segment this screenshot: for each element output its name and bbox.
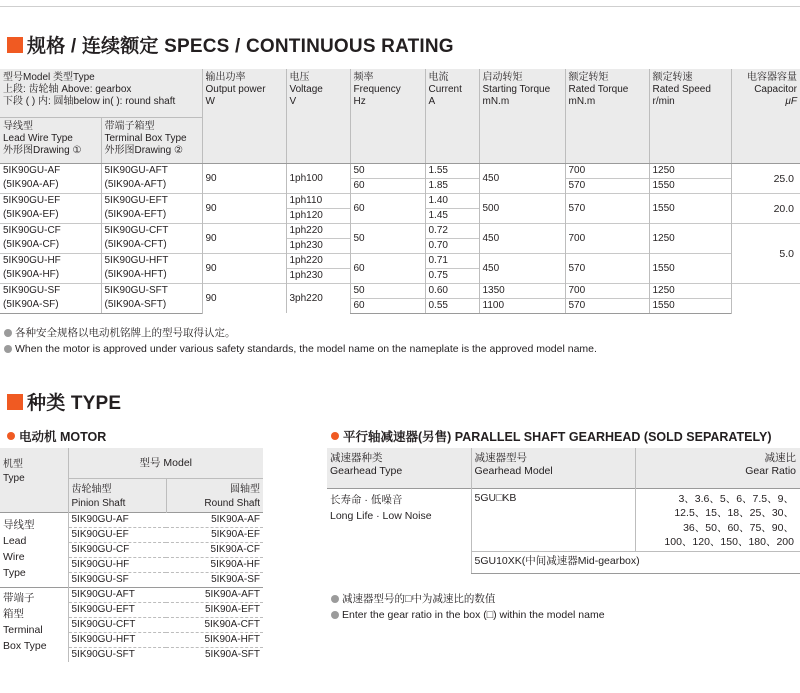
specs-table xyxy=(0,69,800,314)
table-row: 导线型 Lead Wire Type 5IK90GU-AF 5IK90A-AF xyxy=(0,512,263,527)
table-row: 5IK90GU-HF 5IK90GU-HFT 90 1ph220 60 0.71 450 570 1550 xyxy=(0,253,800,268)
table-row: (5IK90A-CF) (5IK90A-CFT) 1ph230 0.70 xyxy=(0,238,800,253)
specs-note-en: When the motor is approved under various safety standards, the model name on the nameplate is the approved model name. xyxy=(4,343,597,355)
rated-speed-header: 额定转速 Rated Speed r/min xyxy=(649,69,731,163)
mid-gearbox-cell: 5GU10XK(中间减速器Mid-gearbox) xyxy=(471,551,800,573)
type-section-title: 种类 TYPE xyxy=(7,388,121,415)
frequency-header: 频率 Frequency Hz xyxy=(350,69,425,163)
capacitor-value: 5.0 xyxy=(731,223,800,283)
table-row: 5IK90GU-AF 5IK90GU-AFT 90 1ph100 50 1.55 450 700 1250 25.0 xyxy=(0,163,800,178)
rated-torque-header: 额定转矩 Rated Torque mN.m xyxy=(565,69,649,163)
orange-square-icon xyxy=(7,37,23,53)
table-row: 5IK90GU-SFT 5IK90A-SFT xyxy=(0,647,263,662)
lead-wire-type-label: 导线型 Lead Wire Type xyxy=(0,512,68,587)
orange-square-icon xyxy=(7,394,23,410)
starting-torque-header: 启动转矩 Starting Torque mN.m xyxy=(479,69,565,163)
terminal-box-type-header: 带端子箱型 Terminal Box Type 外形图Drawing ② xyxy=(101,117,202,163)
table-row: (5IK90A-EF) (5IK90A-EFT) 1ph120 1.45 xyxy=(0,208,800,223)
table-row xyxy=(327,488,800,551)
table-row: 5IK90GU-HF 5IK90A-HF xyxy=(0,557,263,572)
table-row: 5IK90GU-CFT 5IK90A-CFT xyxy=(0,617,263,632)
gearhead-note-en: Enter the gear ratio in the box (□) within the model name xyxy=(331,609,605,621)
pinion-shaft-header: 齿轮轴型 Pinion Shaft xyxy=(68,478,166,512)
table-row: 5IK90GU-SF 5IK90GU-SFT 90 3ph220 50 0.60 1350 700 1250 xyxy=(0,283,800,298)
gearhead-model-cell: 5GU□KB xyxy=(471,488,635,551)
table-row: (5IK90A-AF) (5IK90A-AFT) 60 1.85 570 1550 xyxy=(0,178,800,193)
table-row: 5IK90GU-EF 5IK90GU-EFT 90 1ph110 60 1.40 500 570 1550 20.0 xyxy=(0,193,800,208)
table-row: 5IK90GU-CF 5IK90GU-CFT 90 1ph220 50 0.72 450 700 1250 5.0 xyxy=(0,223,800,238)
motor-table xyxy=(0,448,263,662)
capacitor-header: 电容器容量 Capacitor μF xyxy=(731,69,800,163)
motor-subtitle: 电动机 MOTOR xyxy=(7,427,106,445)
table-row: 5IK90GU-SF 5IK90A-SF xyxy=(0,572,263,587)
voltage-header: 电压 Voltage V xyxy=(286,69,350,163)
capacitor-value: 25.0 xyxy=(731,163,800,193)
motor-type-header: 机型 Type xyxy=(0,448,68,512)
orange-dot-icon xyxy=(331,432,339,440)
table-row: 5IK90GU-EF 5IK90A-EF xyxy=(0,527,263,542)
table-row: 带端子 箱型 Terminal Box Type 5IK90GU-AFT 5IK90A-AFT xyxy=(0,587,263,602)
table-row: (5IK90A-HF) (5IK90A-HFT) 1ph230 0.75 xyxy=(0,268,800,283)
gearhead-note-cn: 减速器型号的□中为减速比的数值 xyxy=(331,591,495,606)
bullet-icon xyxy=(331,595,339,603)
gearhead-model-header: 减速器型号 Gearhead Model xyxy=(471,448,635,488)
model-type-header: 型号Model 类型Type 上段: 齿轮轴 Above: gearbox 下段 ( ) 内: 圆轴below in( ): round shaft xyxy=(0,69,202,117)
lead-wire-type-header: 导线型 Lead Wire Type 外形图Drawing ① xyxy=(0,117,101,163)
gearhead-type-header: 减速器种类 Gearhead Type xyxy=(327,448,471,488)
table-row: 5IK90GU-EFT 5IK90A-EFT xyxy=(0,602,263,617)
output-power-header: 输出功率 Output power W xyxy=(202,69,286,163)
bullet-icon xyxy=(331,611,339,619)
gear-ratio-header: 减速比 Gear Ratio xyxy=(635,448,800,488)
round-shaft-header: 圆轴型 Round Shaft xyxy=(166,478,263,512)
terminal-box-type-label: 带端子 箱型 Terminal Box Type xyxy=(0,587,68,662)
bullet-icon xyxy=(4,329,12,337)
gearhead-type-cell: 长寿命 · 低噪音 Long Life · Low Noise xyxy=(327,488,471,573)
capacitor-value: 20.0 xyxy=(731,193,800,223)
current-header: 电流 Current A xyxy=(425,69,479,163)
bullet-icon xyxy=(4,345,12,353)
gearhead-table xyxy=(327,448,800,574)
motor-model-header: 型号 Model xyxy=(68,448,263,478)
gear-ratio-values: 3、3.6、5、6、7.5、9、 12.5、15、18、25、30、 36、50、60、75、90、 100、120、150、180、200 xyxy=(635,488,800,551)
gearhead-subtitle: 平行轴减速器(另售) PARALLEL SHAFT GEARHEAD (SOLD SEPARATELY) xyxy=(331,427,771,445)
table-row: 5IK90GU-CF 5IK90A-CF xyxy=(0,542,263,557)
orange-dot-icon xyxy=(7,432,15,440)
table-row: 5IK90GU-HFT 5IK90A-HFT xyxy=(0,632,263,647)
specs-note-cn: 各种安全规格以电动机铭牌上的型号取得认定。 xyxy=(4,325,236,340)
specs-section-title: 规格 / 连续额定 SPECS / CONTINUOUS RATING xyxy=(7,31,454,58)
table-row: (5IK90A-SF) (5IK90A-SFT) 60 0.55 1100 570 1550 xyxy=(0,298,800,313)
top-divider xyxy=(0,6,800,7)
